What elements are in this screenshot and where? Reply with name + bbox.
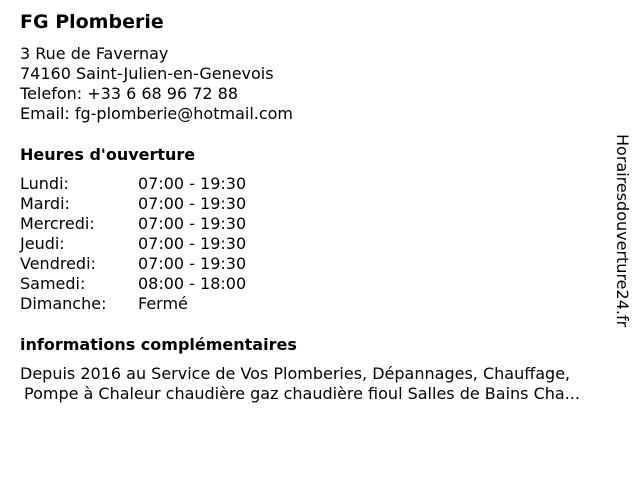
- day-label: Mardi:: [20, 194, 70, 213]
- hours-row-tuesday: [20, 194, 246, 214]
- time-value: 07:00 - 19:30: [138, 174, 247, 193]
- day-label: Dimanche:: [20, 294, 107, 313]
- street-address: 3 Rue de Favernay: [20, 44, 169, 63]
- opening-hours-table: [20, 174, 246, 314]
- additional-info-heading: informations complémentaires: [20, 335, 297, 354]
- day-label: Lundi:: [20, 174, 69, 193]
- phone-number: Telefon: +33 6 68 96 72 88: [20, 84, 239, 103]
- time-value: 07:00 - 19:30: [138, 254, 247, 273]
- city-postal: 74160 Saint-Julien-en-Genevois: [20, 64, 274, 83]
- business-name: FG Plomberie: [20, 11, 164, 33]
- hours-row-friday: [20, 254, 246, 274]
- time-value: 07:00 - 19:30: [138, 214, 247, 233]
- site-watermark: Horairesdouverture24.fr: [613, 134, 632, 328]
- time-value: 07:00 - 19:30: [138, 194, 247, 213]
- hours-row-monday: [20, 174, 246, 194]
- additional-info-text: [20, 364, 632, 404]
- hours-row-thursday: [20, 234, 246, 254]
- time-value: 08:00 - 18:00: [138, 274, 247, 293]
- hours-row-wednesday: [20, 214, 246, 234]
- business-address: [20, 44, 293, 124]
- opening-hours-heading: Heures d'ouverture: [20, 145, 196, 164]
- time-value: 07:00 - 19:30: [138, 234, 247, 253]
- time-value: Fermé: [138, 294, 188, 313]
- day-label: Mercredi:: [20, 214, 95, 233]
- day-label: Samedi:: [20, 274, 86, 293]
- info-line: Depuis 2016 au Service de Vos Plomberies, Dépannages, Chauffage,: [20, 364, 571, 383]
- info-line: Pompe à Chaleur chaudière gaz chaudière fioul Salles de Bains Cha...: [24, 384, 580, 403]
- hours-row-sunday: [20, 294, 246, 314]
- day-label: Jeudi:: [20, 234, 65, 253]
- email-address: Email: fg-plomberie@hotmail.com: [20, 104, 294, 123]
- day-label: Vendredi:: [20, 254, 96, 273]
- hours-row-saturday: [20, 274, 246, 294]
